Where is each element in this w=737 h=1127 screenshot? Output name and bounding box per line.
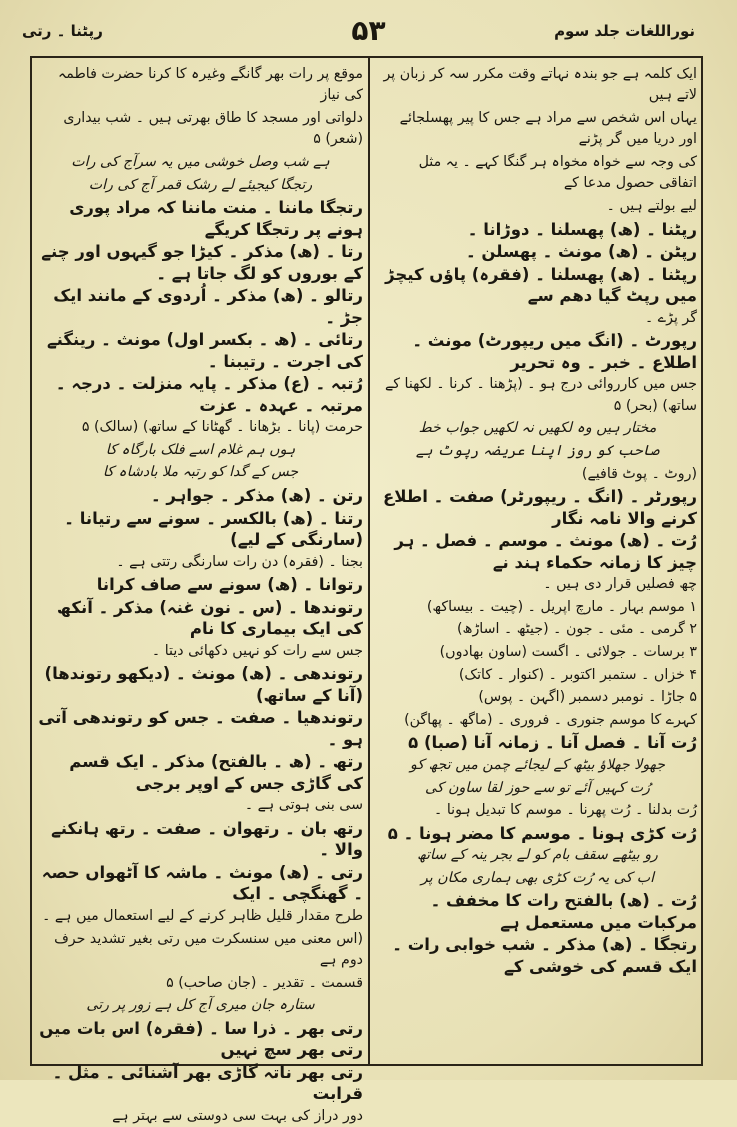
dictionary-entry-headword-line: رُتبہ ۔ (ع) مذکر ۔ پایہ منزلت ۔ درجہ ۔ مرتبہ ۔ عہدہ ۔ عزت [55,374,363,415]
entry-text-line: ۵ جاڑا ۔ نومبر دسمبر (اگہن ۔ پوس) [478,689,697,706]
entry-text-line: جس سے رات کو نہیں دکھائی دیتا ۔ [151,642,363,659]
entry-text-line: دلواتی اور مسجد کا طاق بھرتی ہیں ۔ شب بیداری (شعر) ۵ [63,110,363,148]
dictionary-entry-headword-line: رُت آنا ۔ فصل آنا ۔ زمانہ آنا (صبا) ۵ [408,733,697,753]
page-number: ۵۳ [351,14,386,47]
verse-line: ستارہ جان میری آج کل ہے زور پر رتی [86,997,315,1014]
entry-text-line: (روٹ ۔ پوٹ قافیے) [581,465,697,482]
verse-line: جھولا جھلاؤ بیٹھ کے لیجائے چمن میں تجھ کو [410,756,665,773]
dictionary-entry-headword-line: رپٹن ۔ (ھ) مونث ۔ پھسلن ۔ [466,242,697,262]
entry-text-line: ۱ موسم بہار ۔ مارچ اپریل ۔ (چیت ۔ بیساکھ) [426,598,697,615]
entry-text-line: گر پڑے ۔ [644,309,697,326]
entry-text-line: ۲ گرمی ۔ مئی ۔ جون ۔ (جیٹھ ۔ اساڑھ) [457,621,697,638]
verse-line: ہوں ہم غلام اسے فلک بارگاہ کا [105,441,296,458]
dictionary-entry-headword-line: رتجگا ماننا ۔ منت ماننا کہ مراد پوری ہونے پر رتجگا کریگے [69,198,363,239]
dictionary-entry-headword-line: رتوانا ۔ (ھ) سونے سے صاف کرانا [96,575,363,595]
dictionary-entry-headword-line: رپٹنا ۔ (ھ) پھسلنا ۔ دوڑانا ۔ [467,219,697,239]
entry-text-line: قسمت ۔ تقدیر ۔ (جان صاحب) ۵ [166,974,363,991]
entry-text-line: یہاں اس شخص سے مراد ہے جس کا پیر پھسلجائے اور دریا میں گر پڑنے [399,110,697,148]
dictionary-entry-headword-line: رتی بھر ناتہ گاڑی بھر آشنائی ۔ مثل ۔ قرابت [52,1062,363,1104]
dictionary-entry-headword-line: رتوندھا ۔ (س ۔ نون غنہ) مذکر ۔ آنکھ کی ایک بیماری کا نام [56,597,363,639]
dictionary-entry-headword-line: رپورٹ ۔ (انگ میں ریپورٹ) مونث ۔ اطلاع ۔ خبر ۔ وہ تحریر [412,331,697,372]
entry-text-line: دور دراز کی بہت سی دوستی سے بہتر ہے [112,1107,363,1124]
verse-line: مختار ہیں وہ لکھیں نہ لکھیں جواب خط [418,420,657,437]
dictionary-entry-headword-line: رتالو ۔ (ھ) مذکر ۔ اُردوی کے مانند ایک جڑ ۔ [53,286,363,327]
verse-line: جس کے گدا کو رتبہ ملا بادشاہ کا [102,464,299,481]
entry-text-line: حرمت (پانا ۔ بڑھانا ۔ گھٹانا کے ساتھ) (سالک) ۵ [81,419,363,436]
entry-text-line: سی بنی ہوتی ہے ۔ [244,797,363,814]
dictionary-entry-headword-line: رتھ ۔ (ھ ۔ بالفتح) مذکر ۔ ایک قسم کی گاڑی جس کے اوپر برجی [69,752,363,793]
entry-text-line: ۳ برسات ۔ جولائی ۔ اگست (ساون بھادوں) [439,643,697,660]
dictionary-entry-headword-line: رُت ۔ (ھ) مونث ۔ موسم ۔ فصل ۔ ہر چیز کا زمانہ حکماء ہند نے [394,531,697,572]
entry-text-line: (اس معنی میں سنسکرت میں رتی بغیر تشدید حرف دوم ہے [54,930,363,968]
verse-line: اب کی یہ رُت کڑی بھی ہماری مکان پر [420,869,655,886]
verse-line: رُت کہیں آئے تو سے حوز لقا ساون کی [425,779,650,796]
right-column [378,64,697,1060]
verse-line: صاحب کو روز اپنا عریضہ رپوٹ ہے [415,442,660,459]
dictionary-entry-headword-line: رتوندھی ۔ (ھ) مونث ۔ (دیکھو رتوندھا) (آنا کے ساتھ) [44,664,363,705]
verse-line: رو بیٹھے سقف بام کو لے بجر ینہ کے ساتھ [417,847,658,864]
column-divider [368,56,370,1066]
dictionary-entry-headword-line: رتجگا ۔ (ھ) مذکر ۔ شب خوابی رات ۔ ایک قسم کی خوشی کے [392,935,697,976]
entry-text-line: چھ فصلیں قرار دی ہیں ۔ [543,576,697,593]
entry-range: رپٹنا ۔ رتی [22,22,103,40]
dictionary-entry-headword-line: رتھ بان ۔ رتھوان ۔ صفت ۔ رتھ ہانکنے والا ۔ [51,818,363,860]
dictionary-entry-headword-line: رُت ۔ (ھ) بالفتح رات کا مخفف ۔ مرکبات میں مستعمل ہے [430,891,697,932]
page-header [22,14,715,58]
entry-text-line: جس میں کارروائی درج ہو ۔ (پڑھنا ۔ کرنا ۔ لکھنا کے ساتھ) (بحر) ۵ [384,376,697,414]
entry-text-line: طرح مقدار قلیل ظاہر کرنے کے لیے استعمال میں ہے ۔ [42,907,363,924]
dictionary-entry-headword-line: رتی ۔ (ھ) مونث ۔ ماشہ کا آٹھواں حصہ ۔ گھنگچی ۔ ایک [41,862,363,904]
dictionary-entry-headword-line: رپورٹر ۔ (انگ ۔ ریپورٹر) صفت ۔ اطلاع کرنے والا نامہ نگار [382,487,697,528]
dictionary-entry-headword-line: رُت کڑی ہونا ۔ موسم کا مضر ہونا ۔ ۵ [387,823,697,843]
dictionary-entry-headword-line: رپٹنا ۔ (ھ) پھسلنا ۔ (فقرہ) پاؤں کیچڑ میں رپٹ گیا دھم سے [385,264,697,306]
entry-text-line: رُت بدلنا ۔ رُت پھرنا ۔ موسم کا تبدیل ہونا ۔ [434,802,697,819]
dictionary-entry-headword-line: رتا ۔ (ھ) مذکر ۔ کیڑا جو گیہوں اور چنے کے بوروں کو لگ جاتا ہے ۔ [41,242,363,283]
entry-text-line: ۴ خزاں ۔ ستمبر اکتوبر ۔ (کنوار ۔ کاتک) [458,666,697,683]
entry-text-line: لیے بولتے ہیں ۔ [606,198,697,214]
verse-line: ہے شب وصل خوشی میں یہ سرآج کی رات [71,154,330,170]
dictionary-entry-headword-line: رتن ۔ (ھ) مذکر ۔ جواہر ۔ [151,485,363,505]
dictionary-entry-headword-line: رتی بھر ۔ ذرا سا ۔ (فقرہ) اس بات میں رتی بھر سچ نہیں [39,1018,363,1060]
dictionary-entry-headword-line: رتائی ۔ (ھ ۔ بکسر اول) مونث ۔ رینگنے کی اجرت ۔ رتیبنا ۔ [46,330,363,371]
dictionary-entry-headword-line: رتنا ۔ (ھ) بالکسر ۔ سونے سے رتیانا ۔ (سارنگی کے لیے) [64,508,363,549]
entry-text-line: موقع پر رات بھر گانگے وغیرہ کا کرنا حضرت فاطمہ کی نیاز [57,66,363,104]
left-column [38,64,363,1124]
dictionary-entry-headword-line: رتوندھیا ۔ صفت ۔ جس کو رتوندھی آتی ہو ۔ [38,708,363,749]
entry-text-line: ایک کلمہ ہے جو بندہ نہاتے وقت مکرر سہ کر زبان پر لاتے ہیں [383,66,697,104]
book-title: نوراللغات جلد سوم [554,22,695,40]
entry-text-line: کی وجہ سے خواہ مخواہ ہر گنگا کہے ۔ یہ مثل اتفاقی حصول مدعا کے [418,154,697,192]
entry-text-line: بجنا ۔ (فقرہ) دن رات سارنگی رتتی ہے ۔ [116,553,363,570]
entry-text-line: کہرے کا موسم جنوری ۔ فروری ۔ (ماگھ ۔ پھاگن) [404,711,697,728]
verse-line: رتجگا کیجیئے لے رشک قمر آج کی رات [88,176,313,193]
